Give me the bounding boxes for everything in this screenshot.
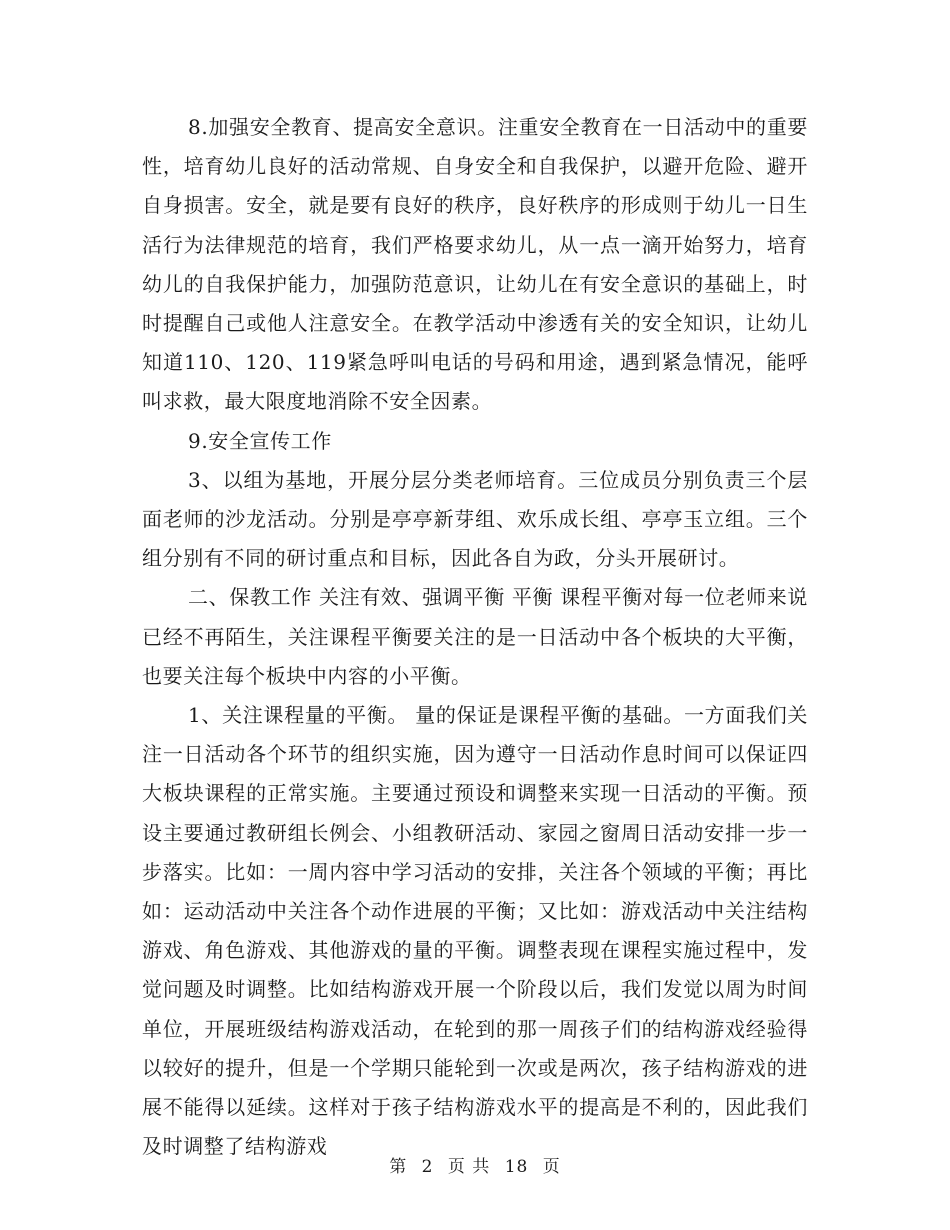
document-body [142,108,808,1166]
footer-middle: 页 共 [447,1157,491,1177]
page-footer [0,1152,950,1177]
paragraph-care-education: 二、保教工作 关注有效、强调平衡 平衡 课程平衡对每一位老师来说已经不再陌生，关注课程平衡要关注的是一日活动中各个板块的大平衡，也要关注每个板块中内容的小平衡。 [142,585,808,688]
paragraph-curriculum-balance: 1、关注课程量的平衡。 量的保证是课程平衡的基础。一方面我们关注一日活动各个环节的组织实施，因为遵守一日活动作息时间可以保证四大板块课程的正常实施。主要通过预设和调整来实现一日活动的平衡。预设主要通过教研组长例会、小组教研活动、家园之窗周日活动安排一步一步落实。比如：一周内容中学习活动的安排，关注各个领域的平衡；再比如：运动活动中关注各个动作进展的平衡；又比如：游戏活动中关注结构游戏、角色游戏、其他游戏的量的平衡。调整表现在课程实施过程中，发觉问题及时调整。比如结构游戏开展一个阶段以后，我们发觉以周为时间单位，开展班级结构游戏活动，在轮到的那一周孩子们的结构游戏经验得以较好的提升，但是一个学期只能轮到一次或是两次，孩子结构游戏的进展不能得以延续。这样对于孩子结构游戏水平的提高是不利的，因此我们及时调整了结构游戏 [142,703,808,1159]
paragraph-group-training: 3、以组为基地，开展分层分类老师培育。三位成员分别负责三个层面老师的沙龙活动。分别是亭亭新芽组、欢乐成长组、亭亭玉立组。三个组分别有不同的研讨重点和目标，因此各自为政，分头开展研讨。 [142,467,808,571]
footer-total-pages: 18 [504,1157,529,1177]
footer-prefix: 第 [389,1157,408,1177]
footer-page-number: 2 [421,1157,434,1177]
footer-suffix: 页 [542,1157,561,1177]
paragraph-safety-education: 8.加强安全教育、提高安全意识。注重安全教育在一日活动中的重要性，培育幼儿良好的活动常规、自身安全和自我保护，以避开危险、避开自身损害。安全，就是要有良好的秩序，良好秩序的形成则于幼儿一日生活行为法律规范的培育，我们严格要求幼儿，从一点一滴开始努力，培育幼儿的自我保护能力，加强防范意识，让幼儿在有安全意识的基础上，时时提醒自己或他人注意安全。在教学活动中渗透有关的安全知识，让幼儿知道110、120、119紧急呼叫电话的号码和用途，遇到紧急情况，能呼叫求救，最大限度地消除不安全因素。 [142,115,808,414]
paragraph-safety-promotion: 9.安全宣传工作 [188,428,332,453]
